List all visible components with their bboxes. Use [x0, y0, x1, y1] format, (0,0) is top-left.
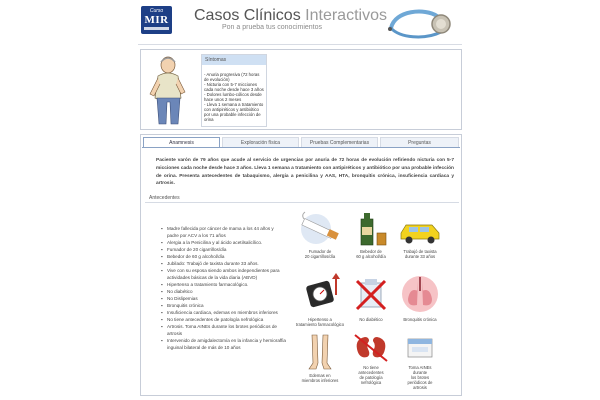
- bottle-icon: [349, 211, 393, 247]
- list-item: ▪ Vive con su esposa siendo ambos independientes para actividades básicas de la vida diaria (ABVD): [161, 267, 286, 281]
- icon-caption: No tiene antecedentes de patología nefrológica: [358, 365, 384, 385]
- icon-caption: Toma AINEs durante los brotes periódicos de artrosis: [407, 365, 433, 390]
- list-item: ▪ No tiene antecedentes de patología nefrológica: [161, 316, 286, 323]
- tab-exploracion-fisica[interactable]: Exploración física: [222, 137, 299, 147]
- list-item: ▪ Intervenido de amigdalectomía en la infancia y hernioraffia inguinal bilateral de más de 10 años: [161, 337, 286, 351]
- cigarette-icon: [298, 211, 342, 247]
- symptom-item: - Dolores lumbo-cólicos desde hace unos 2 meses: [204, 92, 262, 102]
- list-item: ▪ Madre fallecida por cáncer de mama a los 44 años y padre por ACV a los 71 años: [161, 225, 286, 239]
- kidney-icon: [349, 333, 393, 363]
- list-item: ▪ Insuficiencia cardiaca, edemas en miembros inferiores: [161, 309, 286, 316]
- symptoms-box: [201, 54, 267, 127]
- legs-edema-icon: [298, 333, 342, 371]
- list-item: ▪ Alergia a la Penicilina y al ácido acetilsalicílico.: [161, 239, 286, 246]
- tab-underline: [142, 147, 460, 148]
- header-divider: [138, 44, 462, 45]
- icon-caption: Bronquitis crónica: [403, 317, 437, 322]
- icon-caption: No diabético: [359, 317, 383, 322]
- logo-curso-text: Curso: [149, 8, 164, 14]
- antecedentes-heading: Antecedentes: [145, 193, 459, 203]
- icon-caption: Fumador de 20 cigarrillos/día: [304, 249, 336, 259]
- page-subtitle: Pon a prueba tus conocimientos: [222, 24, 323, 31]
- case-tabs-panel: [140, 134, 462, 396]
- icon-cell-edema: [291, 333, 349, 383]
- taxi-icon: [398, 211, 442, 247]
- pill-box-icon: [398, 333, 442, 363]
- icon-caption: Edemas en miembros inferiores: [301, 373, 339, 383]
- antecedentes-list: [161, 225, 286, 351]
- stethoscope-icon: [385, 2, 457, 42]
- page-header: [138, 0, 462, 44]
- icon-cell-hypertension: [291, 273, 349, 327]
- list-item: ▪ Bebedor de 60 g alcohol/día: [161, 253, 286, 260]
- list-item: ▪ Bronquitis crónica: [161, 302, 286, 309]
- icon-cell-nsaids: [391, 333, 449, 390]
- tab-bar: [142, 137, 460, 147]
- icon-caption: Hipertenso a tratamiento farmacológico: [295, 317, 345, 327]
- list-item: ▪ No diabético: [161, 288, 286, 295]
- page-title: [194, 7, 387, 25]
- tab-preguntas[interactable]: Preguntas: [380, 137, 459, 147]
- list-item: ▪ Jubilado: Trabajó de taxista durante 33 años.: [161, 260, 286, 267]
- symptom-item: - Nicturia con 5-7 micciones cada noche desde hace 3 años: [204, 82, 264, 92]
- patient-illustration-icon: [147, 54, 189, 126]
- icon-caption: Bebedor de 60 g alcohol/día: [356, 249, 386, 259]
- icon-caption: Trabajó de taxista durante 33 años: [403, 249, 437, 259]
- icon-cell-smoker: [291, 211, 349, 259]
- icon-cell-bronchitis: [391, 273, 449, 322]
- list-item: ▪ No Dislipemias: [161, 295, 286, 302]
- symptoms-list: [202, 65, 266, 122]
- logo-bar: [144, 27, 169, 30]
- title-main: Casos Clínicos: [194, 7, 301, 24]
- tab-pruebas-complementarias[interactable]: Pruebas Complementarias: [301, 137, 378, 147]
- list-item: ▪ Artrosis. Toma AINEs durante los brotes periódicos de artrosis: [161, 323, 286, 337]
- list-item: ▪ Fumador de 20 cigarrillos/día: [161, 246, 286, 253]
- list-item: ▪ Hipertenso a tratamiento farmacológico.: [161, 281, 286, 288]
- symptom-item: - Lleva 1 semana a tratamiento con antipiréticos y antibiótico por una probable infección de orina: [204, 102, 264, 122]
- curso-mir-logo[interactable]: [141, 6, 172, 34]
- icon-cell-taxi: [391, 211, 449, 259]
- title-light: Interactivos: [305, 7, 387, 24]
- symptoms-panel: [140, 49, 462, 130]
- blood-pressure-icon: [298, 273, 342, 315]
- tab-anamnesis[interactable]: Anamnesis: [143, 137, 220, 147]
- lungs-icon: [398, 273, 442, 315]
- symptoms-heading: Síntomas: [202, 55, 266, 65]
- logo-mir-text: MIR: [144, 14, 169, 26]
- symptom-item: - Anuria progresiva (72 horas de evolución): [204, 72, 260, 82]
- no-diabetes-icon: [349, 273, 393, 315]
- case-intro-text: Paciente varón de 79 años que acude al servicio de urgencias por anuria de 72 horas de evolución refiriendo nicturia con 5-7 micciones cada noche desde hace 3 años. Lleva 1 semana a tratamiento con antipiréticos y antibiótico por una probable infección de orina. Presenta antecedentes de tabaquismo, alergia a penicilina y AAS, HTA, bronquitis crónica, insuficiencia cardiaca y artrosis.: [156, 158, 454, 187]
